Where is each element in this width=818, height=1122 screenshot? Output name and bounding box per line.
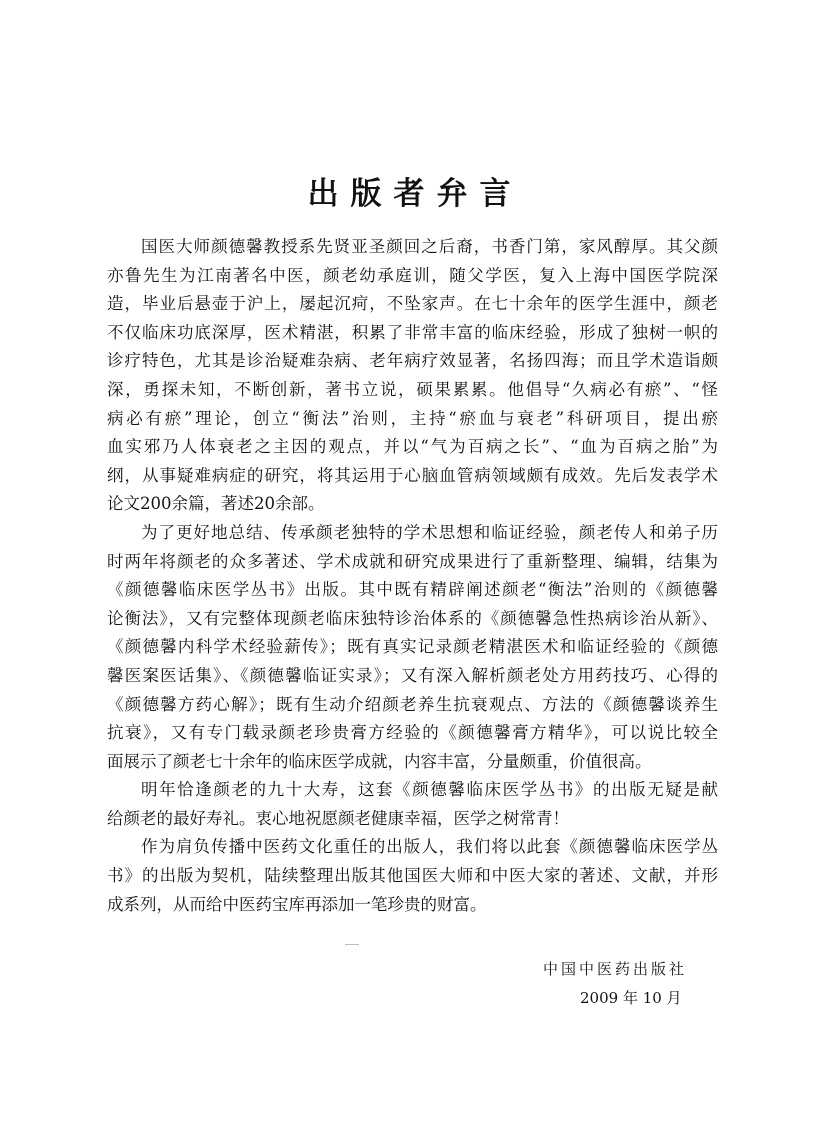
paragraph-line: 纲，从事疑难病症的研究，将其运用于心脑血管病领域颇有成效。先后发表学术	[107, 465, 718, 485]
paragraph-line: 不仅临床功底深厚，医术精湛，积累了非常丰富的临床经验，形成了独树一帜的	[107, 322, 718, 342]
paragraph-line: 亦鲁先生为江南著名中医，颜老幼承庭训，随父学医，复入上海中国医学院深	[107, 265, 718, 285]
paragraph-line: 国医大师颜德馨教授系先贤亚圣颜回之后裔，书香门第，家风醇厚。其父颜	[141, 237, 718, 256]
paragraph-line: 造，毕业后悬壶于沪上，屡起沉疴，不坠家声。在七十余年的医学生涯中，颜老	[107, 294, 718, 314]
paragraph-line: 为了更好地总结、传承颜老独特的学术思想和临证经验，颜老传人和弟子历	[141, 522, 718, 542]
paragraph-line: 病必有瘀”理论，创立“衡法”治则，主持“瘀血与衰老”科研项目，提出瘀	[107, 408, 718, 428]
paragraph-line: 面展示了颜老七十余年的临床医学成就，内容丰富，分量颇重，价值很高。	[107, 751, 652, 771]
paragraph-line: 《颜德馨临床医学丛书》出版。其中既有精辟阐述颜老“衡法”治则的《颜德馨	[107, 580, 718, 600]
paragraph-line: 馨医案医话集》、《颜德馨临证实录》；又有深入解析颜老处方用药技巧、心得的	[107, 665, 718, 685]
paragraph-line: 明年恰逢颜老的九十大寿，这套《颜德馨临床医学丛书》的出版无疑是献	[141, 780, 718, 800]
scan-mark	[345, 944, 359, 945]
publisher-signature: 中国中医药出版社	[543, 960, 688, 978]
paragraph-line: 时两年将颜老的众多著述、学术成就和研究成果进行了重新整理、编辑，结集为	[107, 551, 718, 571]
paragraph-line: 抗衰》，又有专门载录颜老珍贵膏方经验的《颜德馨膏方精华》，可以说比较全	[107, 723, 718, 743]
page-title: 出版者弁言	[307, 176, 523, 212]
paragraph-line: 论文200余篇，著述20余部。	[107, 494, 325, 514]
paragraph-line: 成系列，从而给中医药宝库再添加一笔珍贵的财富。	[107, 894, 487, 914]
paragraph-line: 《颜德馨方药心解》；既有生动介绍颜老养生抗衰观点、方法的《颜德馨谈养生	[107, 694, 718, 714]
paragraph-line: 血实邪乃人体衰老之主因的观点，并以“气为百病之长”、“血为百病之胎”为	[107, 437, 718, 457]
paragraph-line: 《颜德馨内科学术经验薪传》；既有真实记录颜老精湛医术和临证经验的《颜德	[107, 637, 718, 657]
paragraph-line: 给颜老的最好寿礼。衷心地祝愿颜老健康幸福，医学之树常青！	[107, 808, 569, 828]
paragraph-line: 书》的出版为契机，陆续整理出版其他国医大师和中医大家的著述、文献，并形	[107, 866, 718, 886]
paragraph-line: 深，勇探未知，不断创新，著书立说，硕果累累。他倡导“久病必有瘀”、“怪	[107, 379, 718, 399]
paragraph-line: 作为肩负传播中医药文化重任的出版人，我们将以此套《颜德馨临床医学丛	[141, 837, 718, 857]
signature-date: 2009 年 10 月	[580, 989, 682, 1007]
paragraph-line: 诊疗特色，尤其是诊治疑难杂病、老年病疗效显著，名扬四海；而且学术造诣颇	[107, 351, 718, 371]
paragraph-line: 论衡法》，又有完整体现颜老临床独特诊治体系的《颜德馨急性热病诊治从新》、	[107, 608, 718, 628]
preface-body	[107, 233, 718, 919]
